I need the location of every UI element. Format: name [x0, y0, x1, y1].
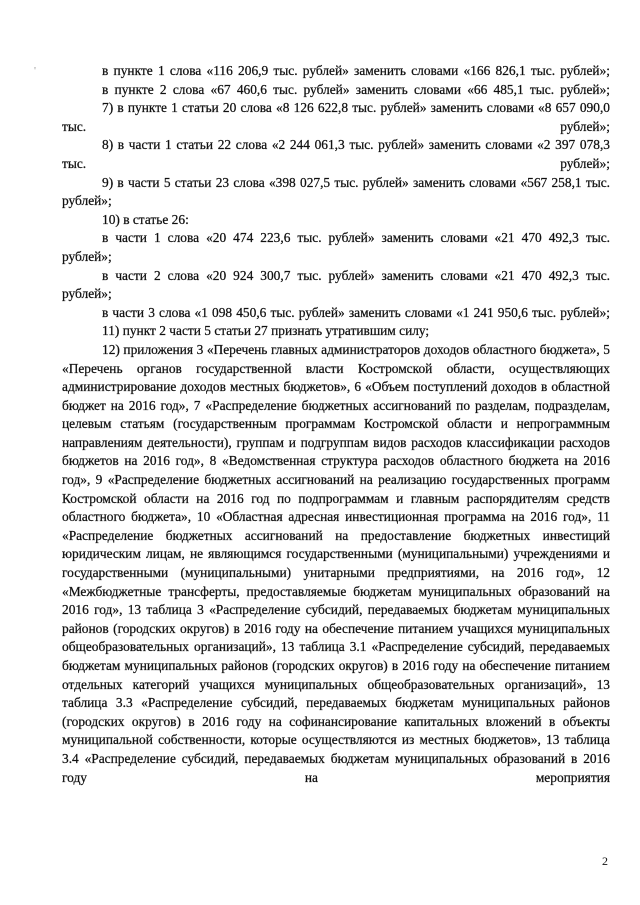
paragraph-item-12: 12) приложения 3 «Перечень главных администраторов доходов областного бюджета», 5 «Перечень органов государственной власти Костромской области, осуществляющих администрирование доходов местных бюджетов», 6 «Объем поступлений доходов в областной бюджет на 2016 год», 7 «Распределение бюджетных ассигнований по разделам, подразделам, целевым статьям (государственным программам Костромской области и непрограммным направлениям деятельности), группам и подгруппам видов расходов классификации расходов бюджетов на 2016 год», 8 «Ведомственная структура расходов областного бюджета на 2016 год», 9 «Распределение бюджетных ассигнований на реализацию государственных программ Костромской области на 2016 год по подпрограммам и главным распорядителям средств областного бюджета», 10 «Областная адресная инвестиционная программа на 2016 год», 11 «Распределение бюджетных ассигнований на предоставление бюджетных инвестиций юридическим лицам, не являющимся государственными (муниципальными) учреждениями и государственными (муниципальными) унитарными предприятиями, на 2016 год», 12 «Межбюджетные трансферты, предоставляемые бюджетам муниципальных образований на 2016 год», 13 таблица 3 «Распределение субсидий, передаваемых бюджетам муниципальных районов (городских округов) в 2016 году на обеспечение питанием учащихся муниципальных общеобразовательных организаций», 13 таблица 3.1 «Распределение субсидий, передаваемых бюджетам муниципальных районов (городских округов) в 2016 году на обеспечение питанием отдельных категорий учащихся муниципальных общеобразовательных организаций», 13 таблица 3.3 «Распределение субсидий, передаваемых бюджетам муниципальных районов (городских округов) в 2016 году на софинансирование капитальных вложений в объекты муниципальной собственности, которые осуществляются из местных бюджетов», 13 таблица 3.4 «Распределение субсидий, передаваемых бюджетам муниципальных образований в 2016 году на мероприятия — [62, 341, 610, 785]
paragraph-item-7: 7) в пункте 1 статьи 20 слова «8 126 622,8 тыс. рублей» заменить словами «8 657 090,0 тыс. рублей»; — [62, 100, 610, 134]
paragraph-item-10: 10) в статье 26: — [102, 211, 189, 227]
paragraph-article26-part3: в части 3 слова «1 098 450,6 тыс. рублей» заменить словами «1 241 950,6 тыс. рублей»; — [102, 304, 610, 320]
paragraph-article26-part1: в части 1 слова «20 474 223,6 тыс. рублей» заменить словами «21 470 492,3 тыс. рублей»; — [62, 230, 610, 264]
paragraph-clause-1: в пункте 1 слова «116 206,9 тыс. рублей» заменить словами «166 826,1 тыс. рублей»; — [102, 63, 610, 78]
paragraph-item-11: 11) пункт 2 части 5 статьи 27 признать утратившим силу; — [102, 323, 430, 339]
paragraph-clause-2: в пункте 2 слова «67 460,6 тыс. рублей» заменить словами «66 485,1 тыс. рублей»; — [102, 81, 610, 97]
paragraph-article26-part2: в части 2 слова «20 924 300,7 тыс. рублей» заменить словами «21 470 492,3 тыс. рублей»; — [62, 267, 610, 302]
document-body — [62, 62, 610, 787]
margin-mark: ' — [34, 65, 36, 77]
paragraph-item-9: 9) в части 5 статьи 23 слова «398 027,5 тыс. рублей» заменить словами «567 258,1 тыс. рублей»; — [62, 174, 610, 209]
page-number: 2 — [602, 854, 608, 868]
paragraph-item-8: 8) в части 1 статьи 22 слова «2 244 061,3 тыс. рублей» заменить словами «2 397 078,3 тыс. рублей»; — [62, 137, 610, 171]
